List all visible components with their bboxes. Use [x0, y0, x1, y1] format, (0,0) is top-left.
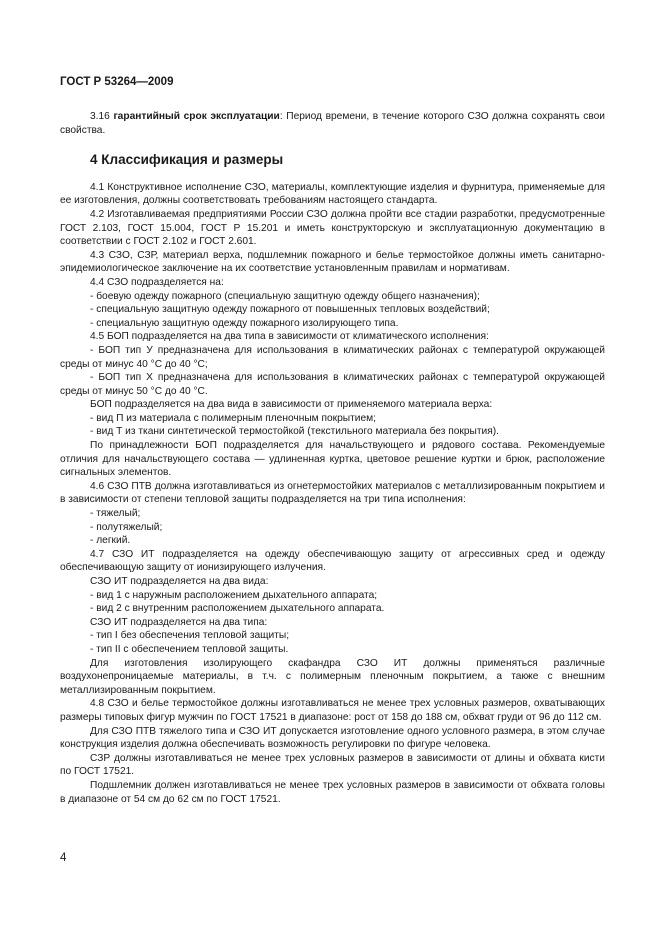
document-body — [60, 110, 605, 806]
list-item: - вид П из материала с полимерным пленочным покрытием; — [90, 412, 376, 424]
list-item: - вид 1 с наружным расположением дыхательного аппарата; — [90, 589, 378, 601]
list-item: - тип II с обеспечением тепловой защиты. — [90, 643, 289, 655]
paragraph: 4.4 СЗО подразделяется на: — [90, 276, 224, 288]
list-item: - вид 2 с внутренним расположением дыхательного аппарата. — [90, 603, 385, 615]
paragraph: Для СЗО ПТВ тяжелого типа и СЗО ИТ допускается изготовление одного условного размера, в этом случае конструкция изделия должна обеспечивать возможность регулировки по фигуре человека. — [60, 725, 605, 751]
paragraph: Подшлемник должен изготавливаться не менее трех условных размеров в зависимости от обхвата головы в диапазоне от 54 см до 62 см по ГОСТ 17521. — [60, 779, 605, 805]
list-item: - БОП тип У предназначена для использования в климатических районах с температурой окружающей среды от минус 40 °С до 40 °С; — [60, 344, 605, 370]
term-number: 3.16 — [90, 111, 110, 122]
paragraph: Для изготовления изолирующего скафандра СЗО ИТ должны применяться различные воздухонепроницаемые материалы, в т.ч. с полимерным пленочным покрытием, а также с внешним металлизированным покрытием. — [60, 657, 605, 696]
paragraph: 4.2 Изготавливаемая предприятиями России СЗО должна пройти все стадии разработки, предусмотренные ГОСТ 2.103, ГОСТ 15.004, ГОСТ Р 15.201 и иметь конструкторскую и эксплуатационную документацию в соответствии с ГОСТ 2.102 и ГОСТ 2.601. — [60, 208, 605, 248]
list-item: - специальную защитную одежду пожарного от повышенных тепловых воздействий; — [90, 304, 490, 316]
list-item: - боевую одежду пожарного (специальную защитную одежду общего назначения); — [90, 290, 480, 302]
list-item: - тяжелый; — [90, 508, 141, 520]
term-definition-paragraph — [60, 110, 605, 137]
list-item: - тип I без обеспечения тепловой защиты; — [90, 630, 290, 642]
paragraph: 4.1 Конструктивное исполнение СЗО, материалы, комплектующие изделия и фурнитура, применяемые для ее изготовления, должны соответствовать требованиям настоящего стандарта. — [60, 181, 605, 207]
document-header-code: ГОСТ Р 53264—2009 — [60, 76, 174, 88]
list-item: - вид Т из ткани синтетической термостойкой (текстильного материала без покрытия). — [90, 426, 499, 438]
list-item: - легкий. — [90, 535, 131, 547]
paragraph: 4.5 БОП подразделяется на два типа в зависимости от климатического исполнения: — [90, 331, 489, 343]
term-name: гарантийный срок эксплуатации — [113, 111, 280, 122]
paragraph: 4.8 СЗО и белье термостойкое должны изготавливаться не менее трех условных размеров, охватывающих размеры типовых фигур мужчин по ГОСТ 17521 в диапазоне: рост от 158 до 188 см, обхват груди от 96 до 112 см. — [60, 698, 605, 723]
paragraph: 4.7 СЗО ИТ подразделяется на одежду обеспечивающую защиту от агрессивных сред и одежду обеспечивающую защиту от ионизирующего излучения. — [60, 548, 605, 574]
page-number: 4 — [60, 852, 67, 864]
list-item: - полутяжелый; — [90, 521, 163, 533]
paragraph: СЗО ИТ подразделяется на два типа: — [90, 616, 268, 628]
term-definition: : Период времени, в течение которого СЗО должна сохранять свои свойства. — [60, 111, 605, 136]
section-heading: 4 Классификация и размеры — [90, 152, 284, 168]
paragraph: По принадлежности БОП подразделяется для начальствующего и рядового состава. Рекомендуемые отличия для начальствующего состава — удлиненная куртка, цветовое решение куртки и брюк, расположение сигнальных элементов. — [60, 440, 605, 479]
paragraph: 4.3 СЗО, СЗР, материал верха, подшлемник пожарного и белье термостойкое должны иметь санитарно-эпидемиологическое заключение на их соответствие установленным правилам и нормативам. — [60, 249, 605, 275]
paragraph: СЗР должны изготавливаться не менее трех условных размеров в зависимости от длины и обхвата кисти по ГОСТ 17521. — [60, 752, 605, 778]
paragraph: СЗО ИТ подразделяется на два вида: — [90, 576, 269, 587]
paragraph: 4.6 СЗО ПТВ должна изготавливаться из огнетермостойких материалов с металлизированным покрытием и в зависимости от степени тепловой защиты подразделяется на три типа исполнения: — [60, 480, 605, 506]
list-item: - БОП тип X предназначена для использования в климатических районах с температурой окружающей среды от минус 50 °С до 40 °С. — [60, 372, 605, 397]
list-item: - специальную защитную одежду пожарного изолирующего типа. — [90, 317, 399, 329]
paragraph: БОП подразделяется на два вида в зависимости от применяемого материала верха: — [90, 399, 493, 411]
